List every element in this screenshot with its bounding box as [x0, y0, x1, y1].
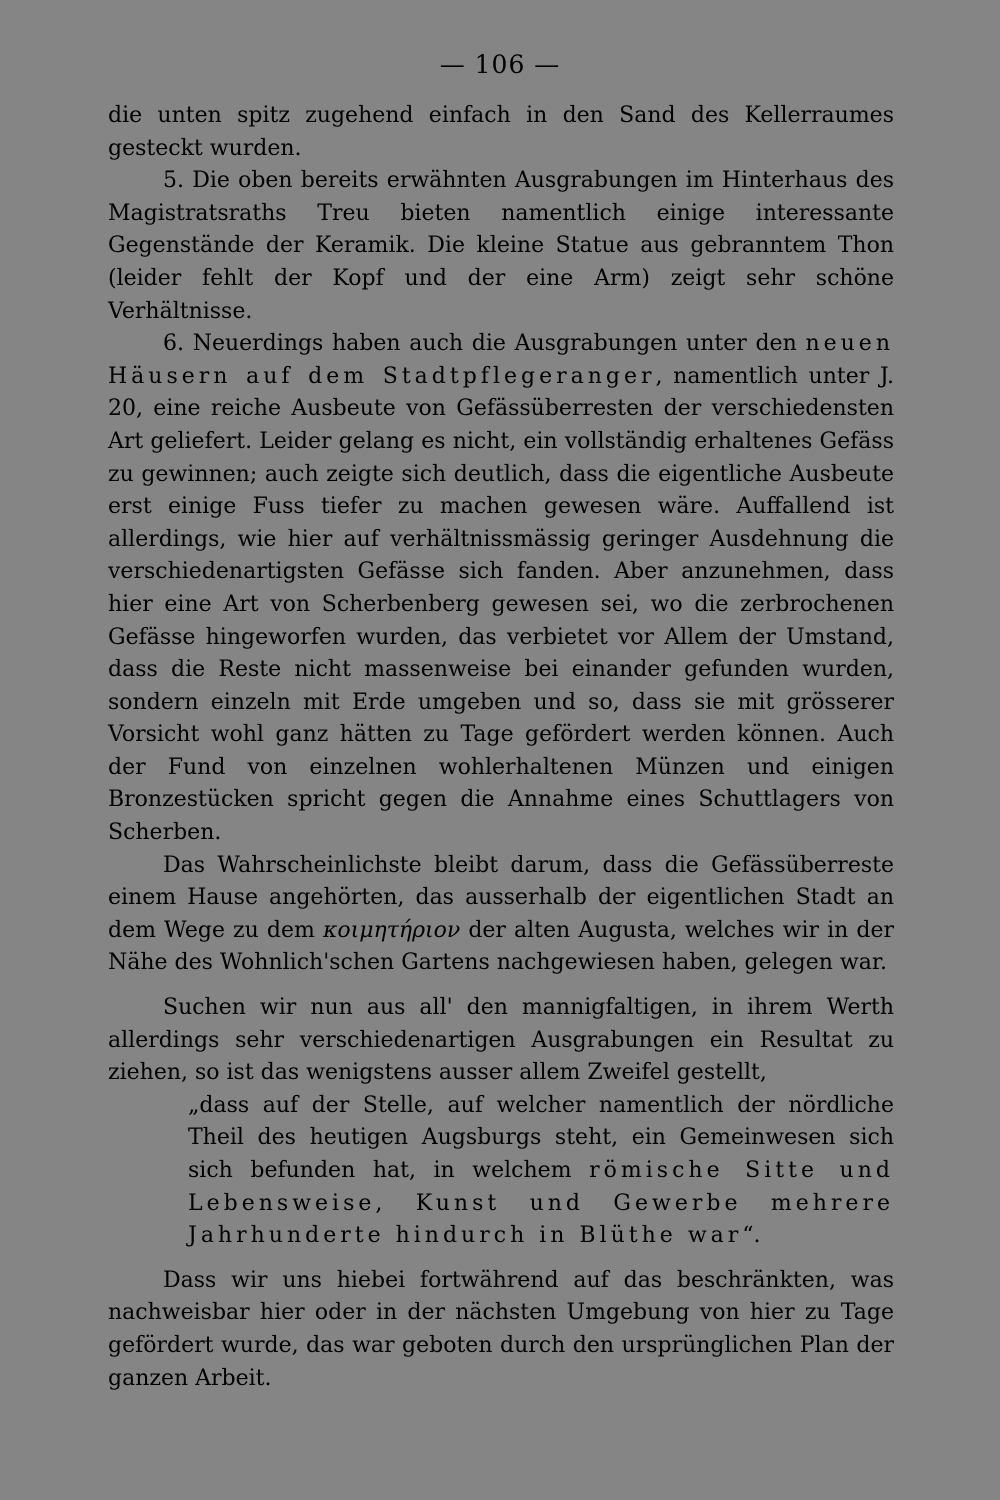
block-quote: [188, 1090, 894, 1253]
page-number: — 106 —: [439, 50, 561, 79]
paragraph-4: [108, 850, 894, 980]
paragraph-3: [108, 328, 894, 850]
paragraph-6: Dass wir uns hiebei fortwährend auf das beschränkten, was nachweisbar hier oder in der nächsten Umgebung von hier zu Tage gefördert wurde, das war geboten durch den ursprünglichen Plan der ganzen Arbeit.: [108, 1267, 894, 1391]
paragraph-5: Suchen wir nun aus all' den mannigfaltigen, in ihrem Werth allerdings sehr verschiedenartigen Ausgrabungen ein Resultat zu ziehen, so ist das wenigstens ausser allem Zweifel gestellt,: [108, 995, 894, 1086]
paragraph-3-spaced-text: neuen Häusern auf dem Stadtpflegeranger: [108, 331, 894, 389]
paragraph-3-end: , namentlich unter J. 20, eine reiche Ausbeute von Gefässüberresten der verschiedensten Art geliefert. Leider gelang es nicht, ein vollständig erhaltenes Gefäss zu gewinnen; auch zeigte sich deutlich, dass die eigentliche Ausbeute erst einige Fuss tiefer zu machen gewesen wäre. Auffallend ist allerdings, wie hier auf verhältnissmässig geringer Ausdehnung die verschiedenartigsten Gefässe sich fanden. Aber anzunehmen, dass hier eine Art von Scherbenberg gewesen sei, wo die zerbrochenen Gefässe hingeworfen wurden, das verbietet vor Allem der Umstand, dass die Reste nicht massenweise bei einander gefunden wurden, sondern einzeln mit Erde umgeben und so, dass sie mit grösserer Vorsicht wohl ganz hätten zu Tage gefördert werden können. Auch der Fund von einzelnen wohlerhaltenen Münzen und einigen Bronzestücken spricht gegen die Annahme eines Schuttlagers von Scherben.: [108, 363, 894, 846]
quote-start: „dass auf der Stelle, auf welcher namentlich der nördliche Theil des heutigen Augsburgs steht, ein Gemeinwesen sich sich befunden hat, in welchem: [188, 1092, 894, 1183]
paragraph-2: 5. Die oben bereits erwähnten Ausgrabungen im Hinterhaus des Magistratsraths Treu bieten namentlich einige interessante Gegenstände der Keramik. Die kleine Statue aus gebranntem Thon (leider fehlt der Kopf und der eine Arm) zeigt sehr schöne Verhältnisse.: [108, 168, 894, 324]
greek-word: κοιμητήριον: [322, 917, 461, 943]
paragraph-4-end: der alten Augusta, welches wir in der Nähe des Wohnlich'schen Gartens nachgewiesen haben, gelegen war.: [108, 917, 895, 976]
quote-spaced-text: römische Sitte und Lebensweise, Kunst und Gewerbe mehrere Jahrhunderte hindurch in Blüthe war: [188, 1158, 894, 1249]
paragraph-3-start: 6. Neuerdings haben auch die Ausgrabungen unter den: [163, 331, 797, 357]
text-body: [108, 100, 894, 1395]
paragraph-gap: [108, 980, 894, 992]
paragraph-4-start: Das Wahrscheinlichste bleibt darum, dass die Gefässüberreste einem Hause angehörten, das ausserhalb der eigentlichen Stadt an dem Wege zu dem: [108, 852, 894, 943]
paragraph-1: die unten spitz zugehend einfach in den Sand des Kellerraumes gesteckt wurden.: [108, 103, 894, 161]
paragraph-gap: [108, 1253, 894, 1265]
quote-end: “.: [742, 1223, 761, 1249]
